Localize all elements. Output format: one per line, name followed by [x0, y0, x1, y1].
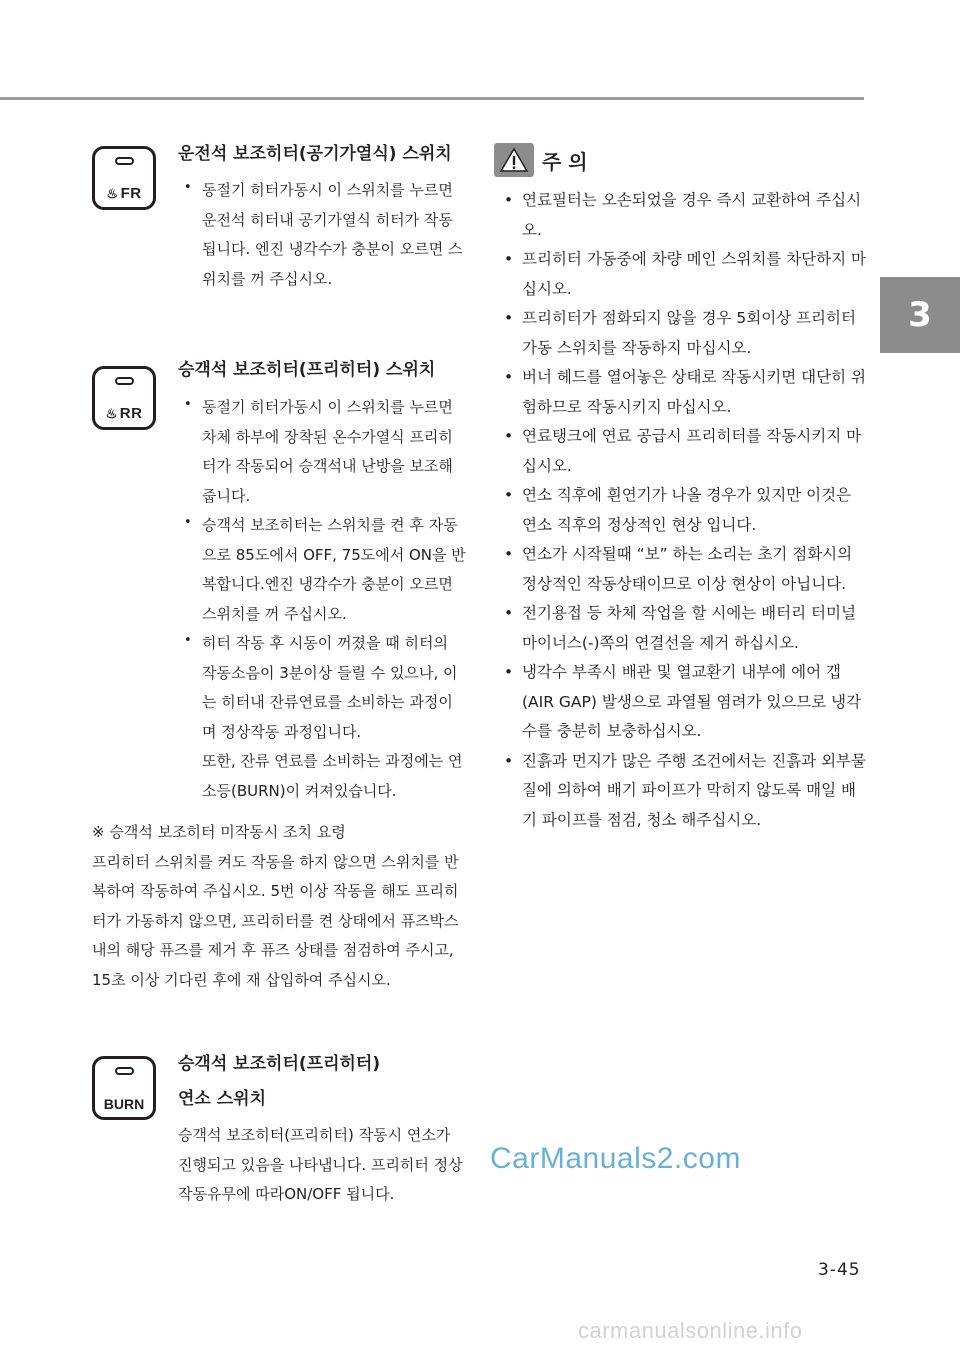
caution-list	[500, 186, 870, 835]
burn-title	[178, 1050, 380, 1114]
burn-indicator-icon	[92, 1056, 156, 1120]
list-item	[178, 629, 466, 806]
top-divider	[0, 97, 864, 100]
burn-title-line1: 승객석 보조히터(프리히터)	[178, 1054, 381, 1074]
driver-heater-switch-icon: ♨ FR	[92, 146, 156, 210]
list-item: • 프리히터 가동중에 차량 메인 스위치를 차단하지 마십시오.	[500, 245, 870, 304]
list-item: • 동절기 히터가동시 이 스위치를 누르면 차체 하부에 장착된 온수가열식 프리히터가 작동되어 승객석내 난방을 보조해 줍니다.	[178, 393, 466, 511]
warning-triangle-icon	[494, 143, 534, 177]
driver-heater-description	[178, 176, 466, 294]
passenger-heater-switch-icon: ♨ RR	[92, 366, 156, 430]
list-item: • 연소 직후에 흰연기가 나올 경우가 있지만 이것은 연소 직후의 정상적인 현상 입니다.	[500, 481, 870, 540]
page-number: 3-45	[818, 1260, 861, 1280]
note-heading: ※ 승객석 보조히터 미작동시 조치 요령	[92, 823, 346, 841]
passenger-heater-title: 승객석 보조히터(프리히터) 스위치	[178, 360, 436, 380]
burn-description: 승객석 보조히터(프리히터) 작동시 연소가 진행되고 있음을 나타냅니다. 프리히터 정상 작동유무에 따라ON/OFF 됩니다.	[178, 1126, 463, 1203]
note-text: 프리히터 스위치를 켜도 작동을 하지 않으면 스위치를 반복하여 작동하여 주십시오. 5번 이상 작동을 해도 프리히터가 가동하지 않으면, 프리히터를 켠 상태에서 퓨즈박스내의 해당 퓨즈를 제거 후 퓨즈 상태를 점검하여 주시고, 15초 이상 기다린 후에 재 삽입하여 주십시오.	[92, 852, 459, 989]
list-item: • 동절기 히터가동시 이 스위치를 누르면 운전석 히터내 공기가열식 히터가 작동됩니다. 엔진 냉각수가 충분이 오르면 스위치를 꺼 주십시오.	[178, 176, 466, 294]
fr-icon-label: FR	[120, 185, 142, 202]
list-item: • 전기용접 등 차체 작업을 할 시에는 배터리 터미널 마이너스(-)쪽의 연결선을 제거 하십시오.	[500, 599, 870, 658]
burn-icon-label: BURN	[103, 1096, 145, 1112]
driver-heater-title: 운전석 보조히터(공기가열식) 스위치	[178, 144, 452, 164]
list-item: • 연소가 시작될때 “보” 하는 소리는 초기 점화시의 정상적인 작동상태이므로 이상 현상이 아닙니다.	[500, 540, 870, 599]
list-item: • 승객석 보조히터는 스위치를 켠 후 자동으로 85도에서 OFF, 75도에서 ON을 반복합니다.엔진 냉각수가 충분이 오르면 스위치를 꺼 주십시오.	[178, 511, 466, 629]
chapter-tab[interactable]: 3	[880, 277, 960, 353]
malfunction-note	[92, 818, 466, 995]
rr-icon-label: RR	[119, 405, 143, 422]
list-item: • 버너 헤드를 열어놓은 상태로 작동시키면 대단히 위험하므로 작동시키지 마십시오.	[500, 363, 870, 422]
list-item: • 프리히터가 점화되지 않을 경우 5회이상 프리히터 가동 스위치를 작동하지 마십시오.	[500, 304, 870, 363]
passenger-heater-description	[178, 393, 466, 806]
caution-header	[494, 143, 588, 177]
list-item: • 연료필터는 오손되었을 경우 즉시 교환하여 주십시오.	[500, 186, 870, 245]
burn-title-line2: 연소 스위치	[178, 1089, 267, 1109]
list-item-continuation: 또한, 잔류 연료를 소비하는 과정에는 연소등(BURN)이 켜져있습니다.	[202, 752, 463, 800]
list-item: • 연료탱크에 연료 공급시 프리히터를 작동시키지 마십시오.	[500, 422, 870, 481]
list-item: • 냉각수 부족시 배관 및 열교환기 내부에 에어 갭(AIR GAP) 발생으로 과열될 염려가 있으므로 냉각수를 충분히 보충하십시오.	[500, 658, 870, 747]
list-item-text: 히터 작동 후 시동이 꺼졌을 때 히터의 작동소음이 3분이상 들릴 수 있으나, 이는 히터내 잔류연료를 소비하는 과정이며 정상작동 과정입니다.	[202, 634, 458, 741]
watermark-carmanualsonline[interactable]: carmanualsonline.info	[578, 1318, 803, 1343]
list-item: • 진흙과 먼지가 많은 주행 조건에서는 진흙과 외부물질에 의하여 배기 파이프가 막히지 않도록 매일 배기 파이프를 점검, 청소 해주십시오.	[500, 747, 870, 836]
watermark-carmanuals2[interactable]: CarManuals2.com	[490, 1142, 741, 1175]
caution-title: 주 의	[542, 149, 588, 174]
